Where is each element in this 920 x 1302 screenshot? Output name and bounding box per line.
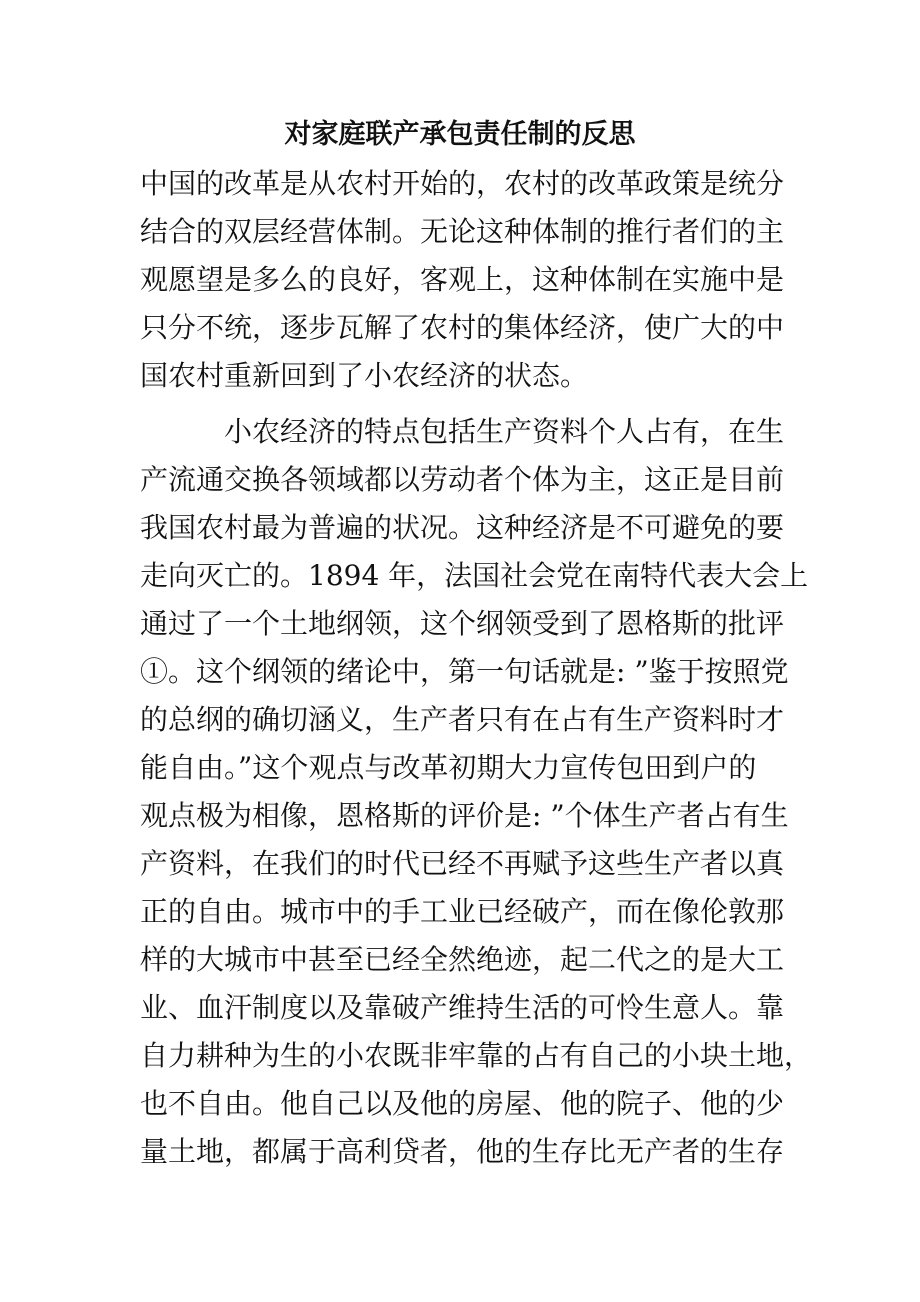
paragraph-line: 能自由。”这个观点与改革初期大力宣传包田到户的 <box>140 751 757 784</box>
paragraph-line: 也不自由。他自己以及他的房屋、他的院子、他的少 <box>140 1087 785 1120</box>
paragraph-line: 小农经济的特点包括生产资料个人占有，在生 <box>224 415 785 448</box>
paragraph-line: 结合的双层经营体制。无论这种体制的推行者们的主 <box>140 215 785 248</box>
document-title: 对家庭联产承包责任制的反思 <box>284 119 636 150</box>
paragraph-line: 样的大城市中甚至已经全然绝迹，起二代之的是大工 <box>140 943 785 976</box>
paragraph-line: 我国农村最为普遍的状况。这种经济是不可避免的要 <box>140 511 785 544</box>
paragraph-line: 自力耕种为生的小农既非牢靠的占有自己的小块土地， <box>140 1039 813 1072</box>
paragraph-line: 的总纲的确切涵义，生产者只有在占有生产资料时才 <box>140 703 785 736</box>
paragraph-line: 正的自由。城市中的手工业已经破产，而在像伦敦那 <box>140 895 785 928</box>
document-body <box>140 160 813 1176</box>
paragraph-line: 观愿望是多么的良好，客观上，这种体制在实施中是 <box>140 263 785 296</box>
paragraph-line: 产资料，在我们的时代已经不再赋予这些生产者以真 <box>140 847 785 880</box>
paragraph-2 <box>140 408 813 1176</box>
paragraph-line: 通过了一个土地纲领，这个纲领受到了恩格斯的批评 <box>140 607 785 640</box>
paragraph-line: 业、血汗制度以及靠破产维持生活的可怜生意人。靠 <box>140 991 785 1024</box>
paragraph-line: 走向灭亡的。1894 年，法国社会党在南特代表大会上 <box>140 559 809 592</box>
paragraph-spacer <box>140 400 800 408</box>
paragraph-line: 产流通交换各领域都以劳动者个体为主，这正是目前 <box>140 463 785 496</box>
paragraph-line: ①。这个纲领的绪论中，第一句话就是: ”鉴于按照党 <box>140 655 789 688</box>
paragraph-1 <box>140 160 800 400</box>
paragraph-line: 国农村重新回到了小农经济的状态。 <box>140 359 589 392</box>
paragraph-line: 观点极为相像，恩格斯的评价是: ”个体生产者占有生 <box>140 799 789 832</box>
paragraph-line: 只分不统，逐步瓦解了农村的集体经济，使广大的中 <box>140 311 785 344</box>
paragraph-line: 量土地，都属于高利贷者，他的生存比无产者的生存 <box>140 1135 785 1168</box>
paragraph-line: 中国的改革是从农村开始的，农村的改革政策是统分 <box>140 167 785 200</box>
